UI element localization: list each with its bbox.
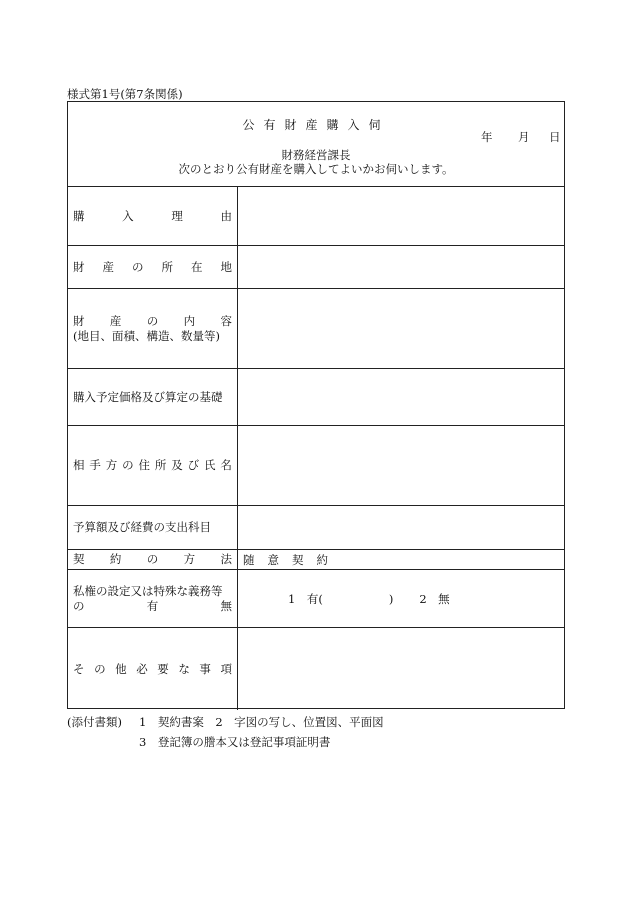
value-price-basis[interactable] — [238, 369, 564, 425]
justified-text — [73, 458, 232, 473]
attachments-label: (添付書類) — [67, 715, 122, 729]
justified-text — [73, 314, 232, 329]
label-char: 理 — [171, 208, 183, 223]
value-property-location[interactable] — [238, 246, 564, 288]
label-char: 約 — [109, 552, 122, 566]
value-contract-method — [238, 550, 564, 569]
label-char: 産 — [102, 259, 114, 274]
label-rights-line1: 私権の設定又は特殊な義務等 — [73, 583, 223, 598]
row-purchase-reason — [68, 187, 564, 246]
label-char: な — [178, 661, 190, 676]
label-char: 所 — [154, 458, 167, 472]
label-char: 相 — [73, 458, 85, 472]
form-number: 様式第1号(第7条関係) — [67, 87, 183, 101]
label-char: 住 — [138, 458, 150, 472]
label-char: 名 — [220, 458, 232, 472]
row-contract-method — [68, 550, 564, 570]
row-budget — [68, 506, 564, 550]
label-char: 他 — [115, 661, 127, 676]
form-title: 公有財産購入伺 — [242, 118, 390, 132]
label-char: 随 — [243, 552, 255, 567]
label-char: 内 — [183, 313, 196, 328]
label-char: 所 — [161, 259, 173, 274]
label-char: の — [146, 552, 159, 566]
value-budget[interactable] — [238, 506, 564, 549]
row-rights-obligations — [68, 570, 564, 628]
label-price-basis — [68, 369, 238, 425]
label-char: 氏 — [204, 458, 216, 472]
label-char: 契 — [292, 552, 304, 567]
label-purchase-reason — [68, 187, 238, 245]
label-char: 入 — [122, 208, 134, 223]
label-property-content-sub: (地目、面積、構造、数量等) — [73, 328, 220, 343]
label-char: 購 — [73, 208, 85, 223]
label-rights-obligations — [68, 570, 238, 627]
label-char: の — [94, 661, 106, 676]
label-budget-text: 予算額及び経費の支出科目 — [73, 520, 211, 534]
label-char: 方 — [183, 552, 196, 566]
label-char: の — [122, 458, 134, 472]
label-char: 要 — [157, 661, 169, 676]
label-char: 在 — [191, 259, 203, 274]
label-budget — [68, 506, 238, 549]
attachments-line1: 1 契約書案 2 字図の写し、位置図、平面図 — [139, 715, 384, 729]
justified-text — [73, 209, 232, 224]
label-char: 必 — [136, 661, 148, 676]
label-char: 事 — [199, 661, 211, 676]
attachments-line2: 3 登記簿の謄本又は登記事項証明書 — [139, 735, 331, 749]
form-header — [68, 102, 564, 187]
label-char: 法 — [220, 552, 232, 566]
value-counterparty[interactable] — [238, 426, 564, 505]
value-purchase-reason[interactable] — [238, 187, 564, 245]
date-year-label: 年 — [481, 130, 493, 144]
label-property-location — [68, 246, 238, 288]
label-char: の — [132, 259, 144, 274]
date-day-label: 日 — [549, 130, 561, 144]
label-char: 項 — [220, 661, 232, 676]
label-char: 財 — [73, 259, 85, 274]
label-char: の — [146, 313, 159, 328]
row-other-matters — [68, 628, 564, 710]
justified-text — [73, 662, 232, 677]
date-month-label: 月 — [518, 130, 530, 144]
value-other-matters[interactable] — [238, 628, 564, 710]
label-char: び — [187, 458, 200, 472]
label-price-basis-text: 購入予定価格及び算定の基礎 — [73, 389, 223, 404]
row-property-content — [68, 289, 564, 369]
value-property-content[interactable] — [238, 289, 564, 368]
label-char: 有 — [146, 598, 159, 613]
label-char: 容 — [220, 313, 232, 328]
justified-text — [243, 552, 328, 568]
label-char: 地 — [220, 259, 232, 274]
label-char: 及 — [171, 458, 183, 472]
label-char: 契 — [73, 552, 85, 566]
purchase-request-form — [67, 101, 565, 709]
option-no[interactable]: 2 無 — [419, 591, 450, 606]
label-char: の — [73, 598, 85, 613]
addressee: 財務経営課長 — [281, 148, 351, 162]
option-yes-close: ) — [388, 591, 394, 606]
label-char: 方 — [105, 458, 118, 472]
justified-text — [73, 260, 232, 275]
label-char: 無 — [220, 598, 232, 613]
label-other-matters — [68, 628, 238, 710]
label-contract-method — [68, 550, 238, 569]
justified-text — [73, 552, 232, 567]
label-char: 産 — [109, 313, 122, 328]
justified-text — [73, 599, 232, 614]
row-counterparty — [68, 426, 564, 506]
label-char: 財 — [73, 313, 85, 328]
label-char: 意 — [267, 552, 279, 567]
option-yes[interactable]: 1 有( — [288, 591, 323, 606]
label-char: 約 — [316, 552, 328, 567]
label-char: 由 — [220, 208, 232, 223]
label-char: 手 — [89, 458, 101, 472]
label-counterparty — [68, 426, 238, 505]
label-property-content — [68, 289, 238, 368]
value-rights-obligations — [238, 570, 564, 627]
label-char: そ — [73, 661, 85, 676]
request-sentence: 次のとおり公有財産を購入してよいかお伺いします。 — [178, 162, 454, 176]
row-property-location — [68, 246, 564, 289]
row-price-basis — [68, 369, 564, 426]
